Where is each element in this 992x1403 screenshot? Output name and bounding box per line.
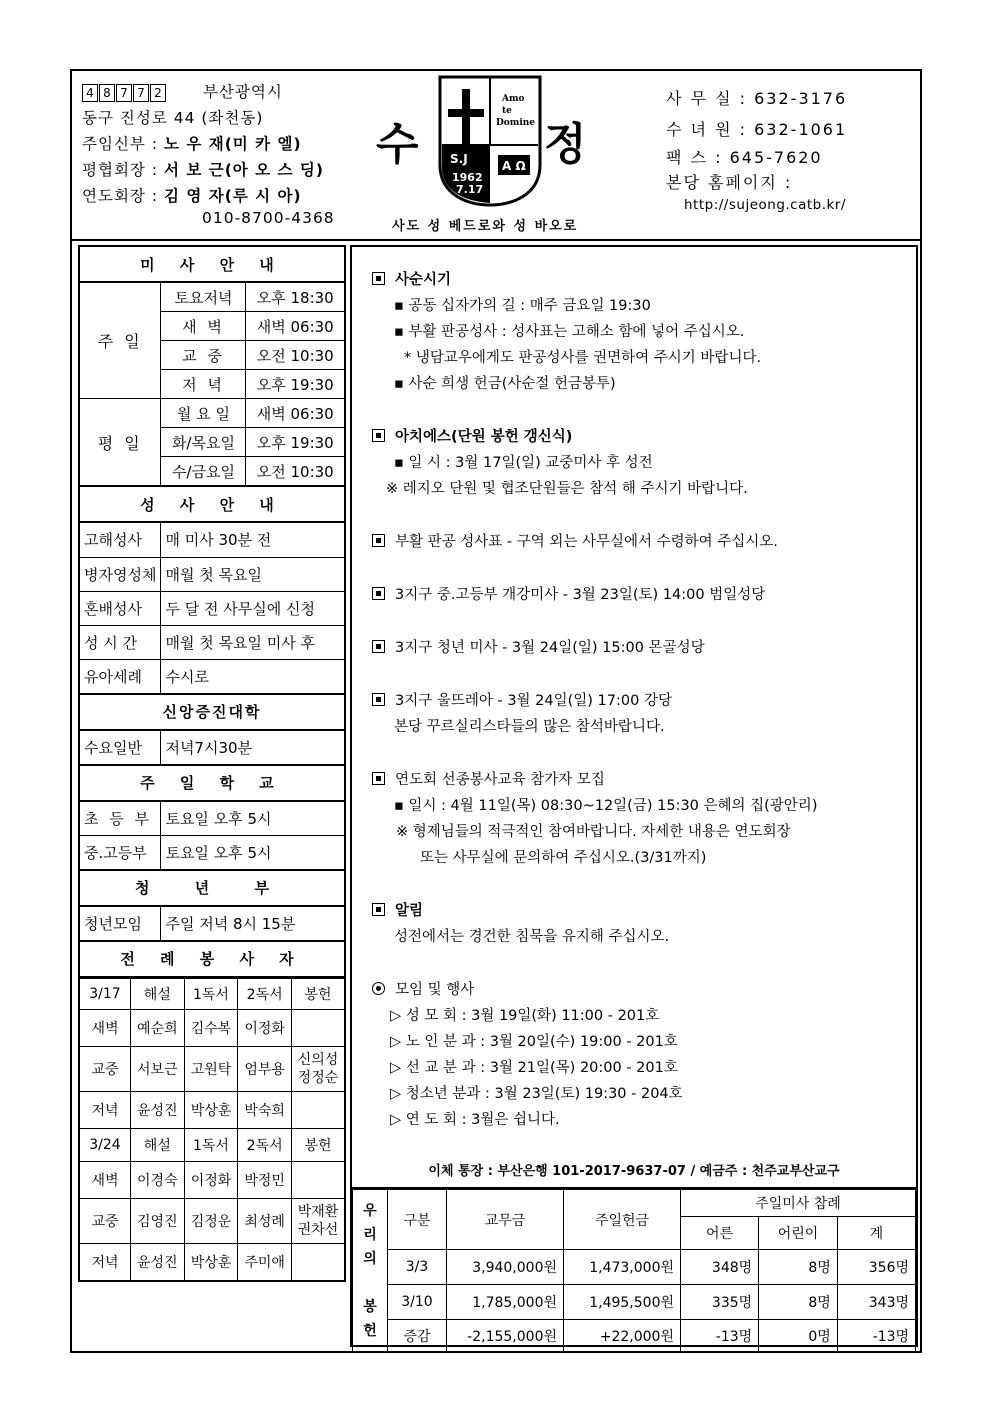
postal-code: 4 8 7 7 2 bbox=[82, 83, 173, 101]
list-item: ▷ 선 교 분 과 : 3월 21일(목) 20:00 - 201호 bbox=[390, 1060, 678, 1076]
table-row: 교중 서보근 고원탁 엄부용 신의성 정정순 bbox=[79, 1046, 345, 1091]
list-item: ▷ 성 모 회 : 3월 19일(화) 11:00 - 201호 bbox=[390, 1008, 660, 1024]
faith-title: 신앙증진대학 bbox=[79, 694, 345, 730]
checkbox-icon bbox=[372, 429, 385, 442]
sunday-label: 주 일 bbox=[79, 282, 161, 399]
weekday-label: 평 일 bbox=[79, 399, 161, 487]
liturgy-title: 전 례 봉 사 자 bbox=[79, 941, 345, 977]
sacraments-title: 성 사 안 내 bbox=[79, 486, 345, 522]
elderly-line: 연도회장 : 김 영 자(루 시 아) bbox=[82, 187, 302, 205]
notice-youth-mass-opening: 3지구 중.고등부 개강미사 - 3월 23일(토) 14:00 범일성당 bbox=[372, 582, 912, 608]
logo-right-char: 정 bbox=[544, 119, 587, 170]
notice-announcement: 알림 성전에서는 경건한 침묵을 유지해 주십시오. bbox=[372, 898, 912, 950]
table-row: 교중 김영진 김정운 최성례 박재환 권차선 bbox=[79, 1198, 345, 1243]
svg-text:Amo: Amo bbox=[502, 94, 525, 104]
office-phone-line: 사 무 실 : 632-3176 bbox=[666, 89, 848, 108]
liturgy-table: 3/17 해설 1독서 2독서 봉헌 새벽 예순희 김수복 이정화 교중 서보근 고원탁 엄부용 신의성 정정순 저녁 윤성진 박상훈 박숙희 3/24 해설 1독서 2독서 봉헌 새벽 이경숙 이정화 박정민 교중 김영진 김정운 최성례 박재환 권차선 저녁 윤성진 박상훈 주미애 bbox=[78, 978, 346, 1282]
list-item: ▷ 청소년 분과 : 3월 23일(토) 19:30 - 204호 bbox=[390, 1086, 683, 1102]
mass-schedule-table: 미 사 안 내 주 일 토요저녁 오후 18:30 새 벽 새벽 06:30 교 중 오전 10:30 저 녁 오후 19:30 평 일 월 요 일 새벽 06:30 화/목요일 오후 19:30 수/금요일 오전 10:30 성 사 안 내 고해성사 매 미사 30분 전 병자영성체 매월 첫 목요일 혼배성사 두 달 전 사무실에 신청 성 시 간 매월 첫 목요일 미사 후 유아세례 수시로 신앙증진대학 수요일반 저녁7시30분 주 일 학 교 초 등 부 토요일 오후 5시 중.고등부 토요일 오후 5시 청 년 부 청년모임 주일 저녁 8시 15분 전 례 봉 사 자 bbox=[78, 245, 346, 978]
checkbox-icon bbox=[372, 772, 385, 785]
homepage-link[interactable]: http://sujeong.catb.kr/ bbox=[684, 197, 846, 213]
city: 부산광역시 bbox=[202, 83, 283, 101]
svg-text:S.J: S.J bbox=[450, 152, 468, 166]
address: 동구 진성로 44 (좌천동) bbox=[82, 109, 264, 127]
notice-lent: 사순시기 ▪ 공동 십자가의 길 : 매주 금요일 19:30 ▪ 부활 판공성사 : 성사표는 고해소 함에 넣어 주십시오. * 냉담교우에게도 판공성사를 권면하여 주시기 바랍니다. ▪ 사순 희생 헌금(사순절 헌금봉투) bbox=[372, 267, 912, 397]
pastor-line: 주임신부 : 노 우 재(미 카 엘) bbox=[82, 135, 302, 153]
notice-penance-card: 부활 판공 성사표 - 구역 외는 사무실에서 수령하여 주십시오. bbox=[372, 529, 912, 555]
svg-text:te: te bbox=[502, 106, 512, 116]
checkbox-icon bbox=[372, 693, 385, 706]
parish-logo bbox=[372, 75, 622, 235]
left-column bbox=[78, 245, 346, 1282]
table-row: 3/10 1,785,000원 1,495,500원 335명 8명 343명 bbox=[353, 1285, 916, 1320]
svg-text:7.17: 7.17 bbox=[456, 183, 484, 196]
council-line: 평협회장 : 서 보 근(아 오 스 딩) bbox=[82, 161, 324, 179]
logo-caption: 사도 성 베드로와 성 바오로 bbox=[392, 219, 579, 234]
checkbox-icon bbox=[372, 534, 385, 547]
bank-account: 이체 통장 : 부산은행 101-2017-9637-07 / 예금주 : 천주교부산교구 bbox=[428, 1164, 840, 1179]
notice-acies: 아치에스(단원 봉헌 갱신식) ▪ 일 시 : 3월 17일(일) 교중미사 후 성전 ※ 레지오 단원 및 협조단원들은 참석 해 주시기 바랍니다. bbox=[372, 424, 912, 502]
notice-meetings: 모임 및 행사 ▷ 성 모 회 : 3월 19일(화) 11:00 - 201호 ▷ 노 인 분 과 : 3월 20일(수) 19:00 - 201호 ▷ 선 교 분 과 : 3월 21일(목) 20:00 - 201호 ▷ 청소년 분과 : 3월 23일(토) 19:30 - 204호 ▷ 연 도 회 : 3월은 쉽니다. bbox=[372, 977, 912, 1133]
checkbox-icon bbox=[372, 587, 385, 600]
list-item: ▷ 연 도 회 : 3월은 쉽니다. bbox=[390, 1112, 560, 1128]
contact-info bbox=[666, 83, 847, 215]
sunday-school-title: 주 일 학 교 bbox=[79, 765, 345, 801]
table-row: 증감 -2,155,000원 +22,000원 -13명 0명 -13명 bbox=[353, 1320, 916, 1353]
nun-phone-line: 수 녀 원 : 632-1061 bbox=[666, 120, 848, 139]
notice-ultreya: 3지구 울뜨레아 - 3월 24일(일) 17:00 강당 본당 꾸르실리스타들의 많은 참석바랍니다. bbox=[372, 688, 912, 740]
logo-left-char: 수 bbox=[376, 119, 419, 170]
bulletin-frame bbox=[70, 69, 922, 1353]
checkbox-icon bbox=[372, 640, 385, 653]
svg-text:A Ω: A Ω bbox=[502, 159, 526, 173]
youth-title: 청 년 부 bbox=[79, 870, 345, 906]
parish-info bbox=[82, 79, 335, 227]
fax-line: 팩 스 : 645-7620 bbox=[666, 148, 823, 167]
notice-young-adult-mass: 3지구 청년 미사 - 3월 24일(일) 15:00 몬골성당 bbox=[372, 635, 912, 661]
elderly-phone: 010-8700-4368 bbox=[202, 209, 335, 227]
table-row: 3/3 3,940,000원 1,473,000원 348명 8명 356명 bbox=[353, 1250, 916, 1285]
checkbox-icon bbox=[372, 272, 385, 285]
table-row: 새벽 이경숙 이정화 박정민 bbox=[79, 1161, 345, 1198]
notice-funeral-training: 연도회 선종봉사교육 참가자 모집 ▪ 일시 : 4월 11일(목) 08:30~12일(금) 15:30 은혜의 집(광안리) ※ 형제님들의 적극적인 참여바랍니다. 자세한 내용은 연도회장 또는 사무실에 문의하여 주십시오.(3/31까지) bbox=[372, 767, 912, 871]
mass-title: 미 사 안 내 bbox=[79, 246, 345, 282]
list-item: ▷ 노 인 분 과 : 3월 20일(수) 19:00 - 201호 bbox=[390, 1034, 678, 1050]
table-row: 저녁 윤성진 박상훈 주미애 bbox=[79, 1243, 345, 1281]
table-row: 저녁 윤성진 박상훈 박숙희 bbox=[79, 1091, 345, 1128]
notices bbox=[372, 267, 912, 1133]
svg-text:1962: 1962 bbox=[452, 171, 483, 184]
checkbox-icon bbox=[372, 903, 385, 916]
notices-panel bbox=[350, 245, 918, 1347]
offering-side-label: 우 리 의 봉 헌 bbox=[353, 1190, 388, 1353]
radio-icon bbox=[372, 982, 385, 995]
offering-table: 우 리 의 봉 헌 구분 교무금 주일헌금 주일미사 참례 어른 어린이 계 3/3 3,940,000원 1,473,000원 348명 8명 356명 3/10 1,785,000원 1,495,500원 335명 8명 343명 증감 -2,155,000원 +22,000원 -13명 0명 -13명 bbox=[352, 1187, 916, 1353]
svg-text:Domine: Domine bbox=[496, 118, 536, 128]
header bbox=[72, 71, 920, 241]
table-row: 새벽 예순희 김수복 이정화 bbox=[79, 1009, 345, 1046]
homepage-label: 본당 홈페이지 : bbox=[666, 173, 793, 192]
